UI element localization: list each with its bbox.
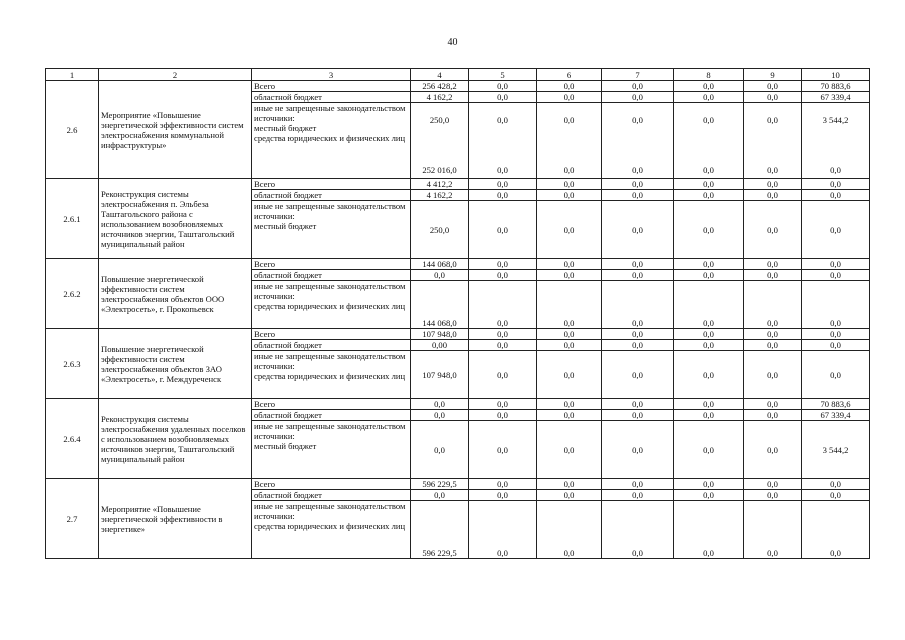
item-code: 2.6.2 bbox=[46, 259, 99, 329]
column-header: 7 bbox=[602, 69, 674, 81]
column-header: 10 bbox=[802, 69, 870, 81]
value-cell: 0,0 bbox=[537, 190, 602, 201]
source-label: областной бюджет bbox=[252, 340, 411, 351]
value-cell: 0,0 bbox=[744, 501, 802, 559]
value-cell: 250,0 bbox=[411, 201, 469, 259]
value-cell: 144 068,0 bbox=[411, 281, 469, 329]
value-cell: 0,0 bbox=[674, 399, 744, 410]
value-cell: 0,0 bbox=[537, 479, 602, 490]
column-header: 3 bbox=[252, 69, 411, 81]
value-cell: 0,0 bbox=[537, 399, 602, 410]
value-cell: 0,0 bbox=[744, 479, 802, 490]
value-cell: 0,0 bbox=[674, 179, 744, 190]
value-cell: 0,0 bbox=[744, 490, 802, 501]
value-cell: 0,0 bbox=[537, 81, 602, 92]
value-cell: 0,0 bbox=[602, 399, 674, 410]
value-cell: 0,0 bbox=[744, 399, 802, 410]
value-cell: 0,0 bbox=[537, 410, 602, 421]
item-code: 2.6 bbox=[46, 81, 99, 179]
source-label: иные не запрещенные законодательством источники: bbox=[254, 351, 406, 371]
column-header: 5 bbox=[469, 69, 537, 81]
value-cell: 0,0 bbox=[537, 179, 602, 190]
value-cell: 70 883,6 bbox=[802, 81, 870, 92]
value-cell: 0,0 bbox=[469, 410, 537, 421]
value-cell: 0,0 bbox=[537, 501, 602, 559]
value-cell: 0,0 bbox=[674, 329, 744, 340]
value-cell: 0,0 0,0 bbox=[537, 103, 602, 179]
value-cell: 0,0 bbox=[674, 421, 744, 479]
value-cell: 250,0 252 016,0 bbox=[411, 103, 469, 179]
value-cell: 0,0 bbox=[674, 501, 744, 559]
source-label: средства юридических и физических лиц bbox=[254, 133, 406, 143]
source-label: Всего bbox=[252, 329, 411, 340]
value-cell: 67 339,4 bbox=[802, 410, 870, 421]
value-cell: 0,0 bbox=[469, 490, 537, 501]
source-label: иные не запрещенные законодательством источники: bbox=[254, 501, 406, 521]
value-cell: 107 948,0 bbox=[411, 351, 469, 399]
value-cell: 0,0 bbox=[469, 421, 537, 479]
value-cell: 0,0 bbox=[674, 270, 744, 281]
source-label-group bbox=[252, 501, 411, 559]
value-cell: 0,0 bbox=[469, 501, 537, 559]
source-label: Всего bbox=[252, 179, 411, 190]
value-cell: 0,0 bbox=[469, 270, 537, 281]
item-name: Реконструкция системы электроснабжения п. Эльбеза Таштагольского района с использованием возобновляемых источников энергии, Таштагольский муниципальный район bbox=[99, 179, 252, 259]
budget-table bbox=[45, 68, 870, 559]
value-cell: 4 412,2 bbox=[411, 179, 469, 190]
value-cell: 0,0 bbox=[602, 351, 674, 399]
item-code: 2.6.3 bbox=[46, 329, 99, 399]
table-row bbox=[46, 259, 870, 270]
value-cell: 0,0 bbox=[674, 490, 744, 501]
source-label-group bbox=[252, 421, 411, 479]
value-cell: 0,0 bbox=[744, 270, 802, 281]
value-cell: 0,0 bbox=[469, 201, 537, 259]
source-label: областной бюджет bbox=[252, 410, 411, 421]
value-cell: 0,0 bbox=[674, 259, 744, 270]
value-cell: 0,0 bbox=[744, 259, 802, 270]
header-row bbox=[46, 69, 870, 81]
table-row bbox=[46, 81, 870, 92]
value-cell: 0,0 bbox=[674, 479, 744, 490]
value-cell: 0,0 bbox=[602, 281, 674, 329]
value-cell: 0,0 bbox=[744, 329, 802, 340]
value-cell: 0,0 bbox=[602, 329, 674, 340]
source-label: иные не запрещенные законодательством источники: bbox=[254, 281, 406, 301]
item-name: Повышение энергетической эффективности систем электроснабжения объектов ООО «Электросеть», г. Прокопьевск bbox=[99, 259, 252, 329]
value-cell: 0,0 bbox=[744, 190, 802, 201]
source-label-group bbox=[252, 103, 411, 179]
item-name: Мероприятие «Повышение энергетической эффективности систем электроснабжения коммунальной инфраструктуры» bbox=[99, 81, 252, 179]
value-cell: 144 068,0 bbox=[411, 259, 469, 270]
value-cell: 0,0 bbox=[537, 351, 602, 399]
value-cell: 4 162,2 bbox=[411, 190, 469, 201]
column-header: 8 bbox=[674, 69, 744, 81]
value-cell: 0,0 bbox=[469, 81, 537, 92]
value-cell: 0,0 bbox=[744, 410, 802, 421]
value-cell: 0,0 bbox=[674, 351, 744, 399]
source-label: местный бюджет bbox=[254, 441, 317, 451]
source-label-group bbox=[252, 281, 411, 329]
value-cell: 0,0 bbox=[469, 479, 537, 490]
column-header: 1 bbox=[46, 69, 99, 81]
table-row bbox=[46, 479, 870, 490]
value-cell: 0,0 bbox=[469, 179, 537, 190]
value-cell: 0,0 bbox=[802, 490, 870, 501]
value-cell: 0,0 bbox=[674, 281, 744, 329]
value-cell: 107 948,0 bbox=[411, 329, 469, 340]
value-cell: 0,0 bbox=[802, 190, 870, 201]
source-label-group bbox=[252, 351, 411, 399]
value-cell: 0,0 bbox=[537, 92, 602, 103]
value-cell: 0,0 0,0 bbox=[674, 103, 744, 179]
page-number: 40 bbox=[447, 37, 458, 48]
value-cell: 0,0 bbox=[744, 81, 802, 92]
value-cell: 0,0 bbox=[802, 201, 870, 259]
source-label: местный бюджет bbox=[254, 123, 317, 133]
column-header: 4 bbox=[411, 69, 469, 81]
source-label: Всего bbox=[252, 81, 411, 92]
value-cell: 0,0 bbox=[469, 92, 537, 103]
value-cell: 0,0 bbox=[602, 270, 674, 281]
value-cell: 0,0 bbox=[802, 501, 870, 559]
table-row bbox=[46, 329, 870, 340]
value-cell: 0,00 bbox=[411, 340, 469, 351]
value-cell: 0,0 bbox=[744, 201, 802, 259]
value-cell: 4 162,2 bbox=[411, 92, 469, 103]
source-label: Всего bbox=[252, 479, 411, 490]
value-cell: 0,0 bbox=[537, 201, 602, 259]
source-label: местный бюджет bbox=[254, 221, 317, 231]
source-label: средства юридических и физических лиц bbox=[254, 301, 406, 311]
value-cell: 0,0 bbox=[469, 329, 537, 340]
source-label: областной бюджет bbox=[252, 490, 411, 501]
item-code: 2.6.4 bbox=[46, 399, 99, 479]
value-cell: 0,0 bbox=[744, 92, 802, 103]
value-cell: 0,0 bbox=[537, 270, 602, 281]
value-cell: 0,0 bbox=[602, 479, 674, 490]
value-cell: 0,0 bbox=[802, 340, 870, 351]
value-cell: 0,0 bbox=[469, 340, 537, 351]
source-label: средства юридических и физических лиц bbox=[254, 521, 406, 531]
value-cell: 0,0 bbox=[411, 410, 469, 421]
table-row bbox=[46, 179, 870, 190]
value-cell: 0,0 bbox=[602, 410, 674, 421]
value-cell: 0,0 bbox=[602, 259, 674, 270]
value-cell: 596 229,5 bbox=[411, 479, 469, 490]
value-cell: 67 339,4 bbox=[802, 92, 870, 103]
value-cell: 0,0 bbox=[602, 421, 674, 479]
value-cell: 0,0 bbox=[602, 490, 674, 501]
value-cell: 0,0 bbox=[674, 92, 744, 103]
source-label: Всего bbox=[252, 399, 411, 410]
column-header: 6 bbox=[537, 69, 602, 81]
value-cell: 0,0 0,0 bbox=[469, 103, 537, 179]
value-cell: 0,0 bbox=[411, 270, 469, 281]
value-cell: 0,0 bbox=[602, 340, 674, 351]
value-cell: 0,0 bbox=[537, 421, 602, 479]
value-cell: 0,0 bbox=[802, 270, 870, 281]
value-cell: 0,0 bbox=[802, 351, 870, 399]
value-cell: 0,0 bbox=[744, 351, 802, 399]
value-cell: 0,0 bbox=[744, 281, 802, 329]
item-name: Мероприятие «Повышение энергетической эффективности в энергетике» bbox=[99, 479, 252, 559]
value-cell: 256 428,2 bbox=[411, 81, 469, 92]
value-cell: 596 229,5 bbox=[411, 501, 469, 559]
source-label: областной бюджет bbox=[252, 270, 411, 281]
value-cell: 0,0 bbox=[469, 399, 537, 410]
value-cell: 0,0 bbox=[674, 190, 744, 201]
value-cell: 0,0 bbox=[411, 421, 469, 479]
source-label-group bbox=[252, 201, 411, 259]
value-cell: 0,0 bbox=[674, 201, 744, 259]
value-cell: 3 544,2 0,0 bbox=[802, 103, 870, 179]
value-cell: 0,0 bbox=[602, 190, 674, 201]
source-label: Всего bbox=[252, 259, 411, 270]
value-cell: 0,0 bbox=[469, 281, 537, 329]
value-cell: 0,0 bbox=[802, 281, 870, 329]
value-cell: 0,0 bbox=[744, 421, 802, 479]
value-cell: 0,0 bbox=[802, 479, 870, 490]
source-label: областной бюджет bbox=[252, 190, 411, 201]
item-code: 2.7 bbox=[46, 479, 99, 559]
value-cell: 0,0 bbox=[602, 92, 674, 103]
value-cell: 0,0 bbox=[411, 399, 469, 410]
value-cell: 0,0 bbox=[744, 340, 802, 351]
source-label: средства юридических и физических лиц bbox=[254, 371, 406, 381]
item-name: Реконструкция системы электроснабжения удаленных поселков с использованием возобновляемых источников энергии, Таштагольский муниципальный район bbox=[99, 399, 252, 479]
value-cell: 0,0 0,0 bbox=[744, 103, 802, 179]
value-cell: 0,0 bbox=[469, 351, 537, 399]
value-cell: 0,0 bbox=[411, 490, 469, 501]
value-cell: 0,0 bbox=[674, 340, 744, 351]
value-cell: 0,0 bbox=[537, 329, 602, 340]
value-cell: 0,0 bbox=[802, 179, 870, 190]
value-cell: 0,0 bbox=[537, 281, 602, 329]
value-cell: 0,0 bbox=[469, 190, 537, 201]
item-code: 2.6.1 bbox=[46, 179, 99, 259]
value-cell: 0,0 bbox=[674, 410, 744, 421]
value-cell: 0,0 bbox=[537, 490, 602, 501]
value-cell: 0,0 bbox=[602, 501, 674, 559]
source-label: иные не запрещенные законодательством источники: bbox=[254, 421, 406, 441]
column-header: 2 bbox=[99, 69, 252, 81]
value-cell: 0,0 bbox=[602, 179, 674, 190]
column-header: 9 bbox=[744, 69, 802, 81]
source-label: областной бюджет bbox=[252, 92, 411, 103]
value-cell: 0,0 bbox=[602, 201, 674, 259]
source-label: иные не запрещенные законодательством источники: bbox=[254, 201, 406, 221]
value-cell: 0,0 0,0 bbox=[602, 103, 674, 179]
item-name: Повышение энергетической эффективности систем электроснабжения объектов ЗАО «Электросеть», г. Междуреченск bbox=[99, 329, 252, 399]
value-cell: 70 883,6 bbox=[802, 399, 870, 410]
source-label: иные не запрещенные законодательством источники: bbox=[254, 103, 406, 123]
value-cell: 0,0 bbox=[602, 81, 674, 92]
value-cell: 0,0 bbox=[537, 340, 602, 351]
value-cell: 0,0 bbox=[674, 81, 744, 92]
value-cell: 0,0 bbox=[744, 179, 802, 190]
value-cell: 0,0 bbox=[802, 259, 870, 270]
value-cell: 3 544,2 bbox=[802, 421, 870, 479]
value-cell: 0,0 bbox=[537, 259, 602, 270]
value-cell: 0,0 bbox=[802, 329, 870, 340]
table-row bbox=[46, 399, 870, 410]
value-cell: 0,0 bbox=[469, 259, 537, 270]
